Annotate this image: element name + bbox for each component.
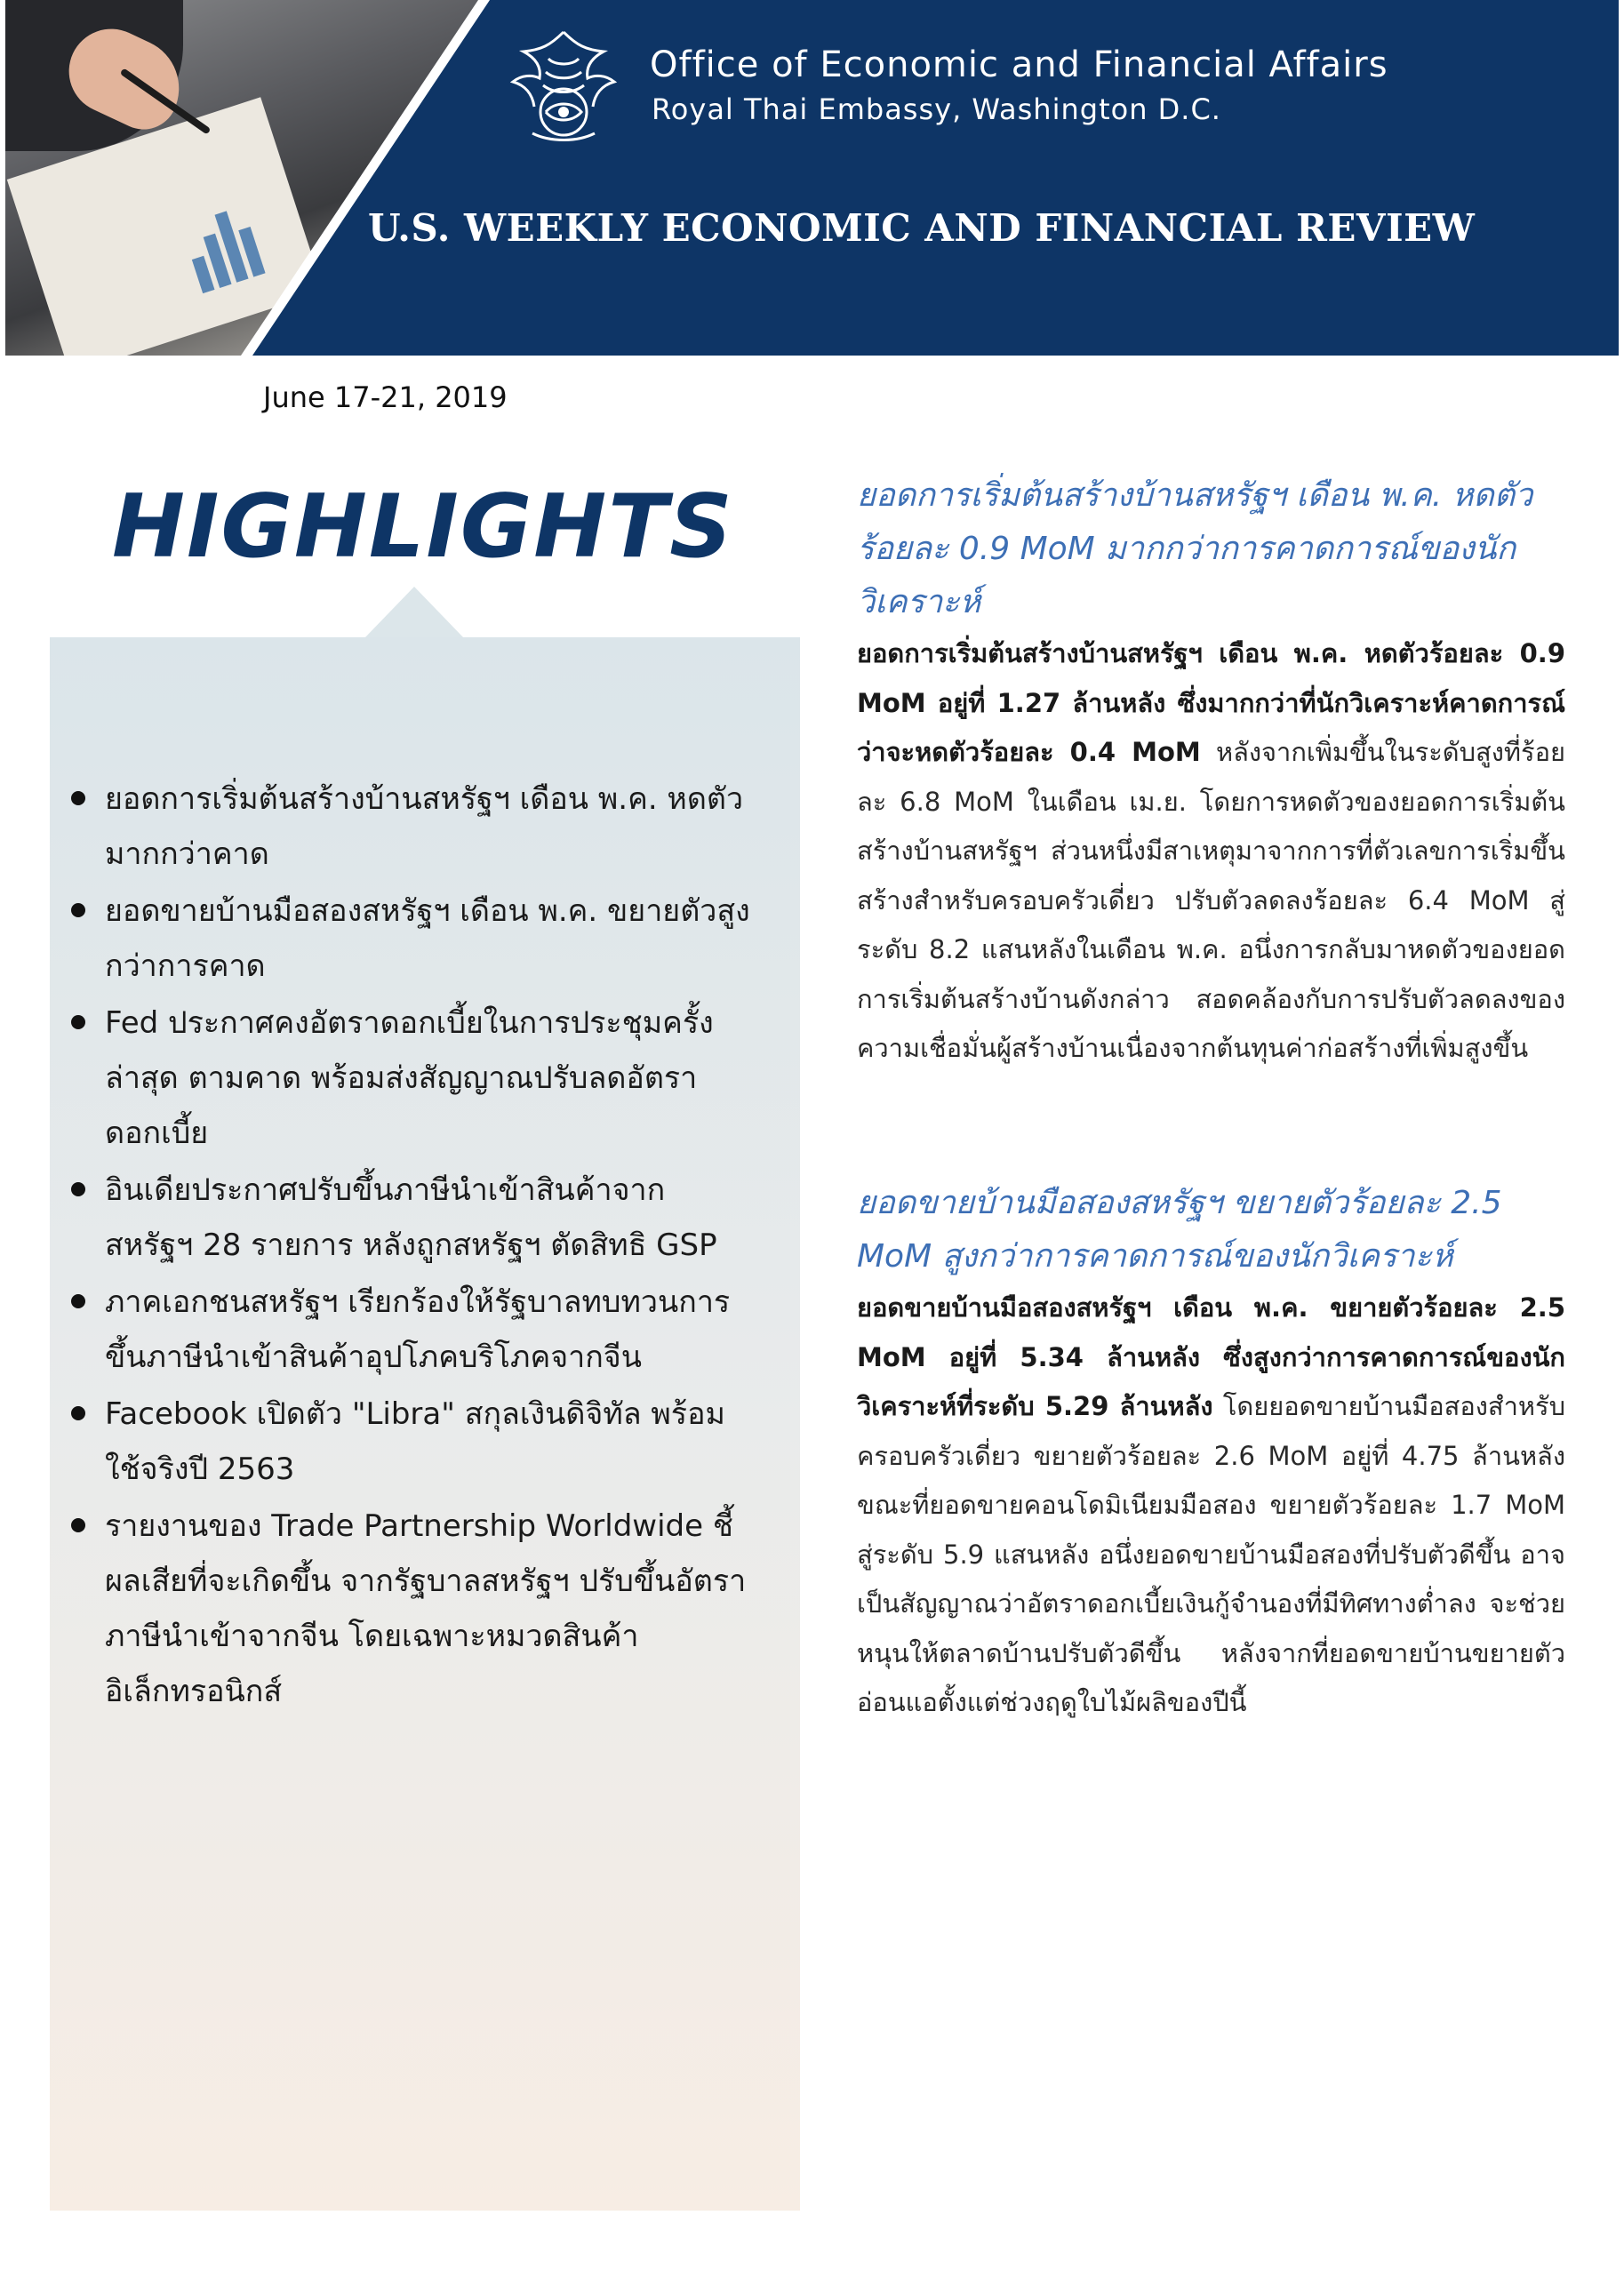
org-subtitle: Royal Thai Embassy, Washington D.C. bbox=[652, 92, 1221, 126]
highlight-item: ยอดการเริ่มต้นสร้างบ้านสหรัฐฯ เดือน พ.ค. หดตัวมากกว่าคาด bbox=[50, 772, 752, 882]
bullet-icon bbox=[71, 1182, 85, 1196]
report-date: June 17-21, 2019 bbox=[263, 380, 508, 414]
article-text: โดยยอดขายบ้านมือสองสำหรับครอบครัวเดี่ยว ขยายตัวร้อยละ 2.6 MoM อยู่ที่ 4.75 ล้านหลัง ขณะที่ยอดขายคอนโดมิเนียมมือสอง ขยายตัวร้อยละ 1.7 MoM สู่ระดับ 5.9 แสนหลัง อนึ่งยอดขายบ้านมือสองที่ปรับตัวดีขึ้น อาจเป็นสัญญาณว่าอัตราดอกเบี้ยเงินกู้จำนองที่มีทิศทางต่ำลง จะช่วยหนุนให้ตลาดบ้านปรับตัวดีขึ้น หลังจากที่ยอดขายบ้านขยายตัวอ่อนแอตั้งแต่ช่วงฤดูใบไม้ผลิของปีนี้ bbox=[857, 1391, 1565, 1717]
article-title: ยอดการเริ่มต้นสร้างบ้านสหรัฐฯ เดือน พ.ค. หดตัวร้อยละ 0.9 MoM มากกว่าการคาดการณ์ของนักวิเคราะห์ bbox=[857, 477, 1533, 620]
bullet-icon bbox=[71, 903, 85, 917]
bullet-icon bbox=[71, 1406, 85, 1420]
highlight-item: Facebook เปิดตัว "Libra" สกุลเงินดิจิทัล พร้อมใช้จริงปี 2563 bbox=[50, 1387, 752, 1497]
bullet-icon bbox=[71, 1518, 85, 1532]
highlight-item: Fed ประกาศคงอัตราดอกเบี้ยในการประชุมครั้งล่าสุด ตามคาด พร้อมส่งสัญญาณปรับลดอัตราดอกเบี้ย bbox=[50, 996, 752, 1161]
bullet-icon bbox=[71, 791, 85, 805]
highlights-list bbox=[50, 772, 752, 1721]
article-body bbox=[857, 629, 1565, 1074]
highlight-item: รายงานของ Trade Partnership Worldwide ชี้ผลเสียที่จะเกิดขึ้น จากรัฐบาลสหรัฐฯ ปรับขึ้นอัตราภาษีนำเข้าจากจีน โดยเฉพาะหมวดสินค้าอิเล็กทรอนิกส์ bbox=[50, 1499, 752, 1719]
article-housing-starts bbox=[857, 469, 1565, 1074]
header-banner bbox=[5, 0, 1619, 356]
bullet-icon bbox=[71, 1294, 85, 1308]
bullet-icon bbox=[71, 1015, 85, 1029]
header-photo bbox=[5, 0, 503, 356]
org-name: Office of Economic and Financial Affairs bbox=[650, 44, 1388, 85]
review-title: U.S. WEEKLY ECONOMIC AND FINANCIAL REVIEW bbox=[368, 206, 1476, 250]
article-body bbox=[857, 1283, 1565, 1728]
article-existing-home-sales bbox=[857, 1177, 1565, 1728]
article-lead: ยอดขายบ้านมือสองสหรัฐฯ เดือน พ.ค. ขยายตัวร้อยละ 2.5 MoM อยู่ที่ 5.34 ล้านหลัง ซึ่งสูงกว่าการคาดการณ์ของนักวิเคราะห์ที่ระดับ 5.29 ล้านหลัง bbox=[857, 1292, 1565, 1421]
highlight-item: ยอดขายบ้านมือสองสหรัฐฯ เดือน พ.ค. ขยายตัวสูงกว่าการคาด bbox=[50, 884, 752, 994]
highlight-item: อินเดียประกาศปรับขึ้นภาษีนำเข้าสินค้าจากสหรัฐฯ 28 รายการ หลังถูกสหรัฐฯ ตัดสิทธิ GSP bbox=[50, 1163, 752, 1273]
article-title: ยอดขายบ้านมือสองสหรัฐฯ ขยายตัวร้อยละ 2.5 MoM สูงกว่าการคาดการณ์ของนักวิเคราะห์ bbox=[857, 1185, 1502, 1275]
article-lead: ยอดการเริ่มต้นสร้างบ้านสหรัฐฯ เดือน พ.ค. หดตัวร้อยละ 0.9 MoM อยู่ที่ 1.27 ล้านหลัง ซึ่งมากกว่าที่นักวิเคราะห์คาดการณ์ว่าจะหดตัวร้อยละ 0.4 MoM bbox=[857, 638, 1565, 767]
garuda-emblem-icon bbox=[506, 23, 621, 146]
highlights-notch bbox=[364, 587, 464, 638]
article-text: หลังจากเพิ่มขึ้นในระดับสูงที่ร้อยละ 6.8 MoM ในเดือน เม.ย. โดยการหดตัวของยอดการเริ่มต้นสร้างบ้านสหรัฐฯ ส่วนหนึ่งมีสาเหตุมาจากการที่ตัวเลขการเริ่มขึ้นสร้างสำหรับครอบครัวเดี่ยว ปรับตัวลดลงร้อยละ 6.4 MoM สู่ระดับ 8.2 แสนหลังในเดือน พ.ค. อนึ่งการกลับมาหดตัวของยอดการเริ่มต้นสร้างบ้านดังกล่าว สอดคล้องกับการปรับตัวลดลงของความเชื่อมั่นผู้สร้างบ้านเนื่องจากต้นทุนค่าก่อสร้างที่เพิ่มสูงขึ้น bbox=[857, 737, 1566, 1063]
highlights-title: HIGHLIGHTS bbox=[112, 476, 734, 578]
highlight-item: ภาคเอกชนสหรัฐฯ เรียกร้องให้รัฐบาลทบทวนการขึ้นภาษีนำเข้าสินค้าอุปโภคบริโภคจากจีน bbox=[50, 1275, 752, 1385]
